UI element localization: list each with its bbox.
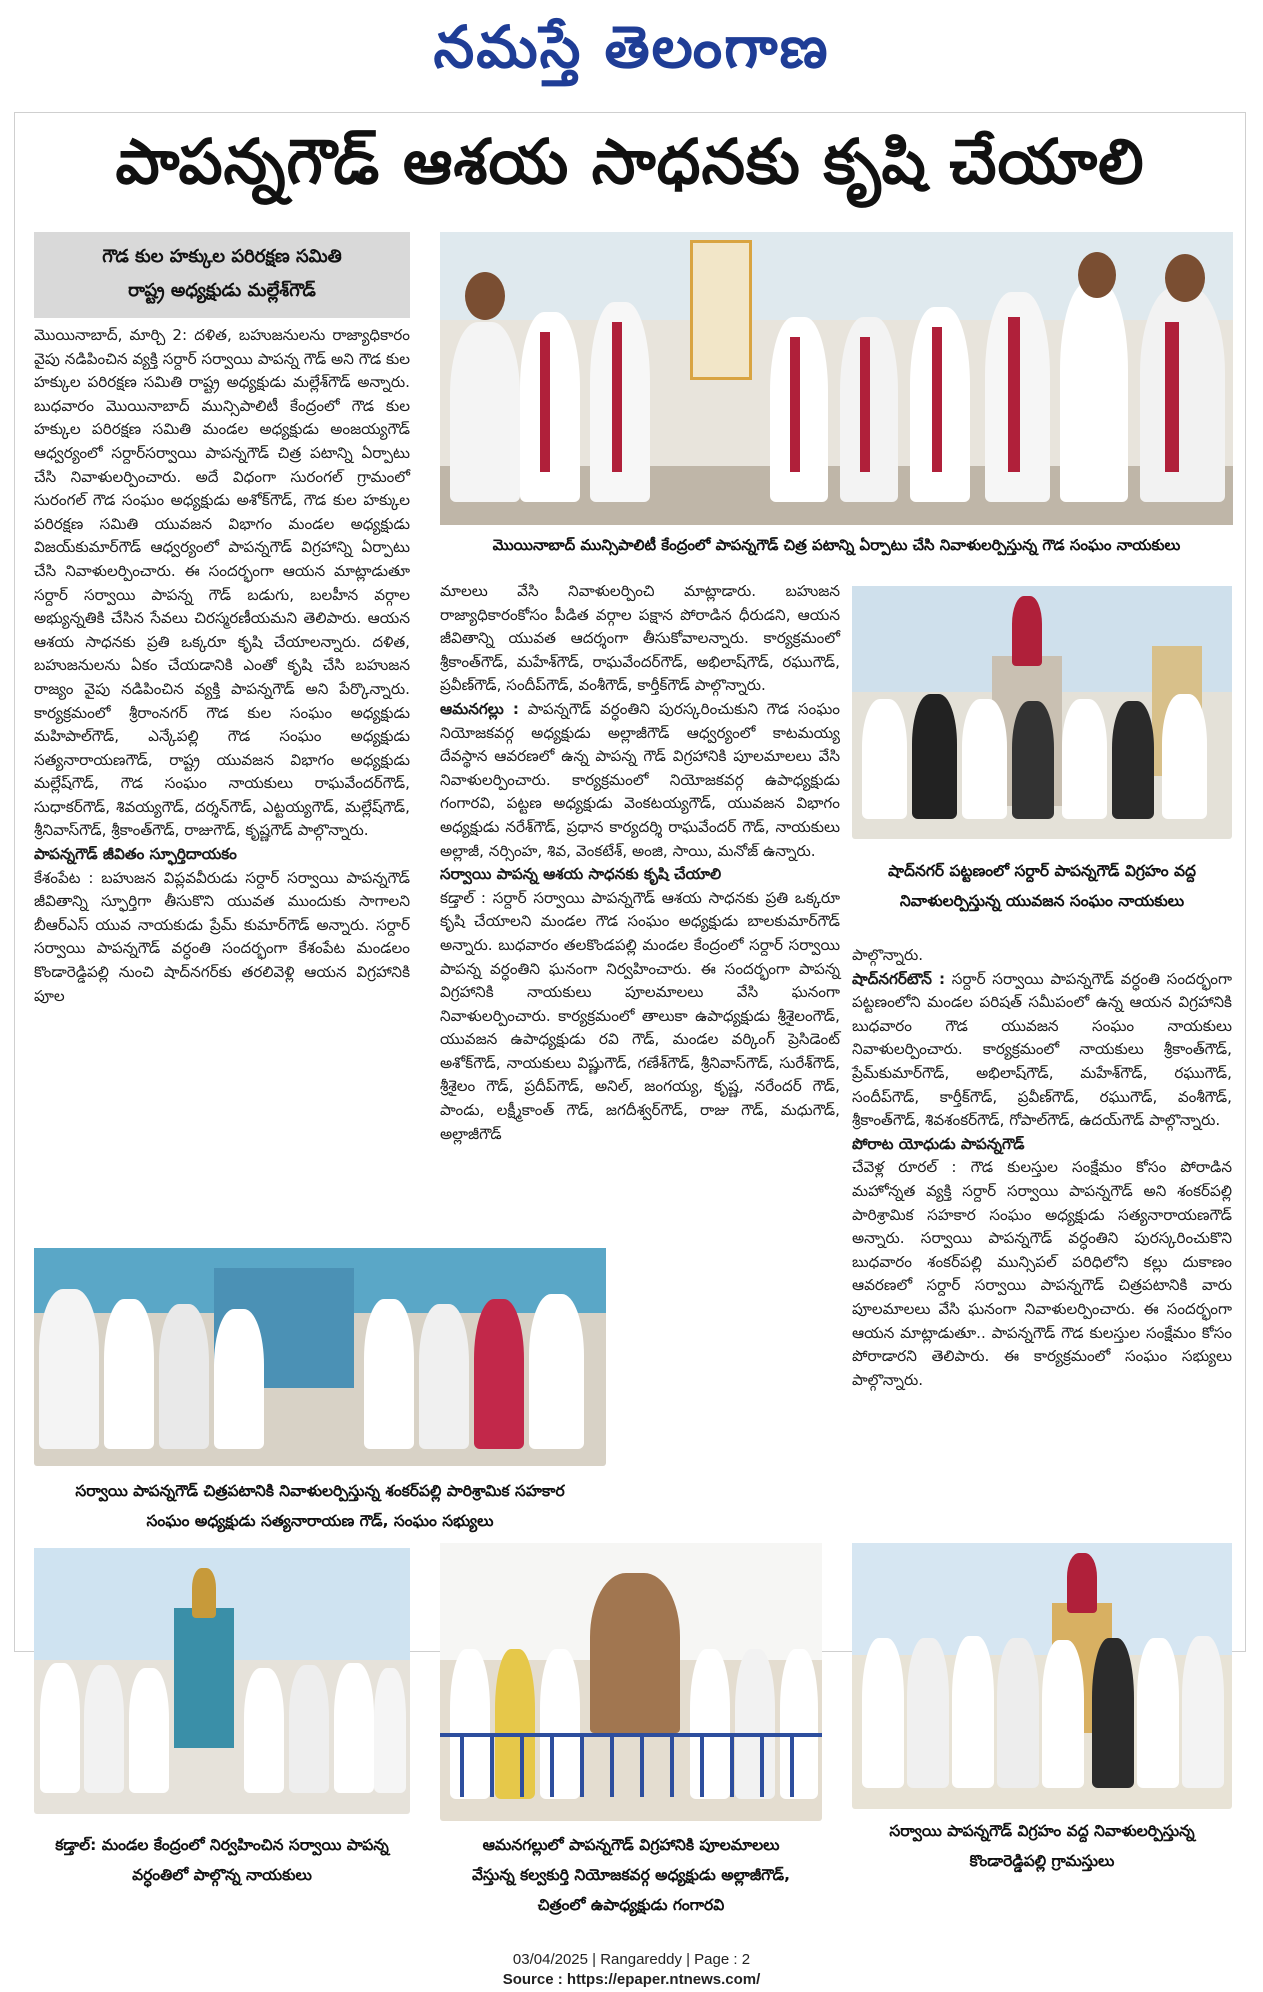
dateline-shadnagar: షాద్‌నగర్‌టౌన్‌ : xyxy=(852,969,946,988)
subhead-line-1: గౌడ కుల హక్కుల పరిరక్షణ సమితి xyxy=(102,246,342,267)
article-shadnagar: షాద్‌నగర్‌టౌన్‌ : సర్దార్‌ సర్వాయి పాపన్నగౌడ్‌ వర్ధంతి సందర్భంగా పట్టణంలోని మండల పరిషత్‌ సమీపంలో ఉన్న ఆయన విగ్రహానికి బుధవారం గౌడ యువజన సంఘం నాయకులు నివాళులర్పించారు. కార్యక్రమంలో నాయకులు శ్రీకాంత్‌గౌడ్‌, ప్రేమ్‌కుమార్‌గౌడ్‌, అభిలాష్‌గౌడ్‌, మహేశ్‌గౌడ్‌, రఘుగౌడ్‌, సందీప్‌గౌడ్‌, కార్తీక్‌గౌడ్‌, ప్రవీణ్‌గౌడ్‌, రఘుగౌడ్‌, వంశీగౌడ్‌, శ్రీకాంత్‌గౌడ్‌, శివశంకర్‌గౌడ్‌, గోపాల్‌గౌడ్‌, ఉదయ్‌గౌడ్‌ పాల్గొన్నారు. xyxy=(852,969,1232,1130)
photo-kondareddypalli xyxy=(852,1543,1232,1809)
article-chevella: చేవెళ్ల రూరల్‌ : గౌడ కులస్తుల సంక్షేమం కోసం పోరాడిన మహోన్నత వ్యక్తి సర్దార్‌ సర్వాయి పాపన్నగౌడ్‌ అని శంకర్‌పల్లి పారిశ్రామిక సహకార సంఘం అధ్యక్షుడు సత్యనారాయణగౌడ్‌ అన్నారు. సర్వాయి పాపన్నగౌడ్‌ వర్ధంతిని పురస్కరించుకొని బుధవారం శంకర్‌పల్లి మున్సిపల్‌ పరిధిలోని కల్లు దుకాణం ఆవరణలో సర్దార్‌ సర్వాయి పాపన్నగౌడ్‌ చిత్రపటానికి వారు పూలమాలలు వేసి ఘనంగా నివాళులర్పించారు. ఈ సందర్భంగా ఆయన మాట్లాడుతూ.. పాపన్నగౌడ్‌ గౌడ కులస్తుల సంక్షేమం కోసం పోరాడారని తెలిపారు. ఈ కార్యక్రమంలో సంఘం సభ్యులు పాల్గొన్నారు. xyxy=(852,1158,1232,1389)
column-3-text xyxy=(852,944,1232,1524)
headline: పాపన్నగౌడ్‌ ఆశయ సాధనకు కృషి చేయాలి xyxy=(115,125,1145,198)
photo-moinabad xyxy=(440,232,1233,525)
article-amangal: ఆమనగల్లు : పాపన్నగౌడ్‌ వర్ధంతిని పురస్కరించుకుని గౌడ సంఘం నియోజకవర్గ అధ్యక్షుడు అల్లాజీగౌడ్‌ ఆధ్వర్యంలో కాటమయ్య దేవస్థాన ఆవరణలో ఉన్న పాపన్న గౌడ్‌ విగ్రహానికి పూలమాలలు వేసి నివాళులర్పించారు. కార్యక్రమంలో నియోజకవర్గ ఉపాధ్యక్షుడు గంగారవి, పట్టణ అధ్యక్షుడు వెంకటయ్యగౌడ్‌, యువజన విభాగం అధ్యక్షుడు నరేశ్‌గౌడ్‌, ప్రధాన కార్యదర్శి రాఘవేందర్‌ గౌడ్‌, నాయకులు అల్లాజీ, నర్సింహ, శివ, వెంకటేశ్‌, అంజి, సాయి, మనోజ్‌ ఉన్నారు. xyxy=(440,699,840,860)
masthead xyxy=(0,0,1263,95)
caption-kadthal: కడ్తాల్‌: మండల కేంద్రంలో నిర్వహించిన సర్వాయి పాపన్న వర్ధంతిలో పాల్గొన్న నాయకులు xyxy=(55,1836,389,1884)
photo-kadthal xyxy=(34,1548,410,1814)
article-kadthal: కడ్తాల్‌ : సర్దార్‌ సర్వాయి పాపన్నగౌడ్‌ ఆశయ సాధనకు ప్రతి ఒక్కరూ కృషి చేయాలని మండల గౌడ సంఘం అధ్యక్షుడు బాలకుమార్‌గౌడ్‌ అన్నారు. బుధవారం తలకొండపల్లి మండల కేంద్రంలో సర్దార్‌ సర్వాయి పాపన్న వర్ధంతిని ఘనంగా నిర్వహించారు. ఈ సందర్భంగా పాపన్న విగ్రహానికి నాయకులు పూలమాలలు వేసి ఘనంగా నివాళులర్పించారు. కార్యక్రమంలో తాలుకా ఉపాధ్యక్షుడు శ్రీశైలంగౌడ్‌, యువజన ఉపాధ్యక్షుడు రవి గౌడ్‌, మండల వర్కింగ్‌ ప్రెసిడెంట్‌ అశోక్‌గౌడ్‌, నాయకులు విష్ణుగౌడ్‌, గణేశ్‌గౌడ్‌, శ్రీనివాస్‌గౌడ్‌, సురేశ్‌గౌడ్‌, శ్రీశైలం గౌడ్‌, ప్రదీప్‌గౌడ్‌, అనిల్‌, జంగయ్య, కృష్ణ, నరేందర్‌ గౌడ్‌, పాండు, లక్ష్మీకాంత్‌ గౌడ్‌, జగదీశ్వర్‌గౌడ్‌, రాజు గౌడ్‌, మధుగౌడ్‌, అల్లాజీగౌడ్‌ xyxy=(440,888,840,1143)
article-kadthal-end: పాల్గొన్నారు. xyxy=(852,946,924,964)
photo-shadnagar xyxy=(852,586,1232,839)
article-moinabad-continued: మాలలు వేసి నివాళులర్పించి మాట్లాడారు. బహుజన రాజ్యాధికారంకోసం పీడిత వర్గాల పక్షాన పోరాడిన ధీరుడని, ఆయన జీవితాన్ని యువత ఆదర్శంగా తీసుకోవాలన్నారు. కార్యక్రమంలో శ్రీకాంత్‌గౌడ్‌, మహేశ్‌గౌడ్‌, రాఘవేందర్‌గౌడ్‌, అభిలాష్‌గౌడ్‌, రఘుగౌడ్‌, ప్రవీణ్‌గౌడ్‌, సందీప్‌గౌడ్‌, వంశీగౌడ్‌, కార్తీక్‌గౌడ్‌ పాల్గొన్నారు. xyxy=(440,582,840,695)
footer-dateline: 03/04/2025 | Rangareddy | Page : 2 xyxy=(512,1951,751,1968)
section-heading-chevella: పోరాట యోధుడు పాపన్నగౌడ్‌ xyxy=(852,1134,1025,1153)
newspaper-title: నమస్తే తెలంగాణ xyxy=(433,13,830,81)
footer-source[interactable]: Source : https://epaper.ntnews.com/ xyxy=(502,1971,761,1988)
article-moinabad: మొయినాబాద్‌, మార్చి 2: దళిత, బహుజనులను రాజ్యాధికారం వైపు నడిపించిన వ్యక్తి సర్దార్‌ సర్వాయి పాపన్న గౌడ్‌ అని గౌడ కుల హక్కుల పరిరక్షణ సమితి రాష్ట్ర అధ్యక్షుడు మల్లేశ్‌గౌడ్‌ అన్నారు. బుధవారం మొయినాబాద్‌ మున్సిపాలిటీ కేంద్రంలో గౌడ కుల హక్కుల పరిరక్షణ సమితి మండల అధ్యక్షుడు అంజయ్యగౌడ్‌ ఆధ్వర్యంలో సర్దార్‌సర్వాయి పాపన్నగౌడ్‌ చిత్ర పటాన్ని ఏర్పాటు చేసి నివాళులర్పించారు. అదే విధంగా సురంగల్‌ గ్రామంలో సురంగల్‌ గౌడ సంఘం అధ్యక్షుడు అశోక్‌గౌడ్‌, గౌడ కుల హక్కుల పరిరక్షణ సమితి యువజన విభాగం మండల అధ్యక్షుడు విజయ్‌కుమార్‌గౌడ్‌ ఆధ్వర్యంలో పాపన్నగౌడ్‌ విగ్రహాన్ని ఏర్పాటు చేసి నివాళులర్పించారు. ఈ సందర్భంగా ఆయన మాట్లాడుతూ సర్దార్‌ సర్వాయి పాపన్న గౌడ్‌ బడుగు, బలహీన వర్గాల అభ్యున్నతికి చేసిన సేవలు చిరస్మరణీయమని తెలిపారు. ఆయన ఆశయ సాధనకు ప్రతి ఒక్కరూ కృషి చేయాలన్నారు. దళిత, బహుజనులను ఏకం చేయడానికి ఎంతో కృషి చేసి బహుజన రాజ్యం వైపు నడిపించిన వ్యక్తి పాపన్నగౌడ్‌ అని పేర్కొన్నారు. కార్యక్రమంలో శ్రీరాంనగర్‌ గౌడ కుల సంఘం అధ్యక్షుడు మహిపాల్‌గౌడ్‌, ఎన్కేపల్లి గౌడ సంఘం అధ్యక్షుడు సత్యనారాయణగౌడ్‌, రాష్ట్ర యువజన విభాగం అధ్యక్షుడు మల్లేష్‌గౌడ్‌, గౌడ సంఘం నాయకులు రాఘవేందర్‌గౌడ్‌, సుధాకర్‌గౌడ్‌, శివయ్యగౌడ్‌, దర్శన్‌గౌడ్‌, ఎట్టయ్యగౌడ్‌, మల్లేష్‌గౌడ్‌, శ్రీనివాస్‌గౌడ్‌, శ్రీకాంత్‌గౌడ్‌, రాజుగౌడ్‌, కృష్ణగౌడ్‌ పాల్గొన్నారు. xyxy=(34,326,410,840)
caption-amangal: ఆమనగల్లులో పాపన్నగౌడ్‌ విగ్రహానికి పూలమాలలు వేస్తున్న కల్వకుర్తి నియోజకవర్గ అధ్యక్షుడు అల్లాజీగౌడ్‌, చిత్రంలో ఉపాధ్యక్షుడు గంగారవి xyxy=(471,1836,790,1914)
subhead-line-2: రాష్ట్ర అధ్యక్షుడు మల్లేశ్‌గౌడ్‌ xyxy=(128,280,316,301)
dateline-amangal: ఆమనగల్లు : xyxy=(440,699,519,718)
column-2-upper-text xyxy=(440,580,840,1143)
caption-kondareddypalli: సర్వాయి పాపన్నగౌడ్‌ విగ్రహం వద్ద నివాళులర్పిస్తున్న కొండారెడ్డిపల్లి గ్రామస్తులు xyxy=(889,1822,1195,1870)
photo-amangal xyxy=(440,1543,822,1821)
subhead-box xyxy=(34,232,410,318)
article-keshampet: కేశంపేట : బహుజన విప్లవవీరుడు సర్దార్‌ సర్వాయి పాపన్నగౌడ్‌ జీవితాన్ని స్ఫూర్తిగా తీసుకొని యువత ముందుకు సాగాలని బీఆర్‌ఎస్‌ యువ నాయకుడు ప్రేమ్‌ కుమార్‌గౌడ్‌ అన్నారు. సర్దార్‌ సర్వాయి పాపన్నగౌడ్‌ వర్ధంతి సందర్భంగా కేశంపేట మండలం కొండారెడ్డిపల్లి నుంచి షాద్‌నగర్‌కు తరలివెళ్లి ఆయన విగ్రహానికి పూల xyxy=(34,868,410,1005)
page-footer xyxy=(0,1950,1263,1990)
column-1-text xyxy=(34,324,410,1230)
section-heading-kadthal: సర్వాయి పాపన్న ఆశయ సాధనకు కృషి చేయాలి xyxy=(440,865,722,884)
photo-shankarpally xyxy=(34,1248,606,1466)
caption-moinabad: మొయినాబాద్‌ మున్సిపాలిటీ కేంద్రంలో పాపన్నగౌడ్‌ చిత్ర పటాన్ని ఏర్పాటు చేసి నివాళులర్పిస్తున్న గౌడ సంఘం నాయకులు xyxy=(492,536,1181,554)
caption-shankarpally: సర్వాయి పాపన్నగౌడ్‌ చిత్రపటానికి నివాళులర్పిస్తున్న శంకర్‌పల్లి పారిశ్రామిక సహకార సంఘం అధ్యక్షుడు సత్యనారాయణ గౌడ్‌, సంఘం సభ్యులు xyxy=(75,1482,565,1530)
section-heading-keshampet: పాపన్నగౌడ్‌ జీవితం స్ఫూర్తిదాయకం xyxy=(34,845,237,864)
caption-shadnagar: షాద్‌నగర్‌ పట్టణంలో సర్దార్‌ పాపన్నగౌడ్‌ విగ్రహం వద్ద నివాళులర్పిస్తున్న యువజన సంఘం నాయకులు xyxy=(888,862,1196,910)
